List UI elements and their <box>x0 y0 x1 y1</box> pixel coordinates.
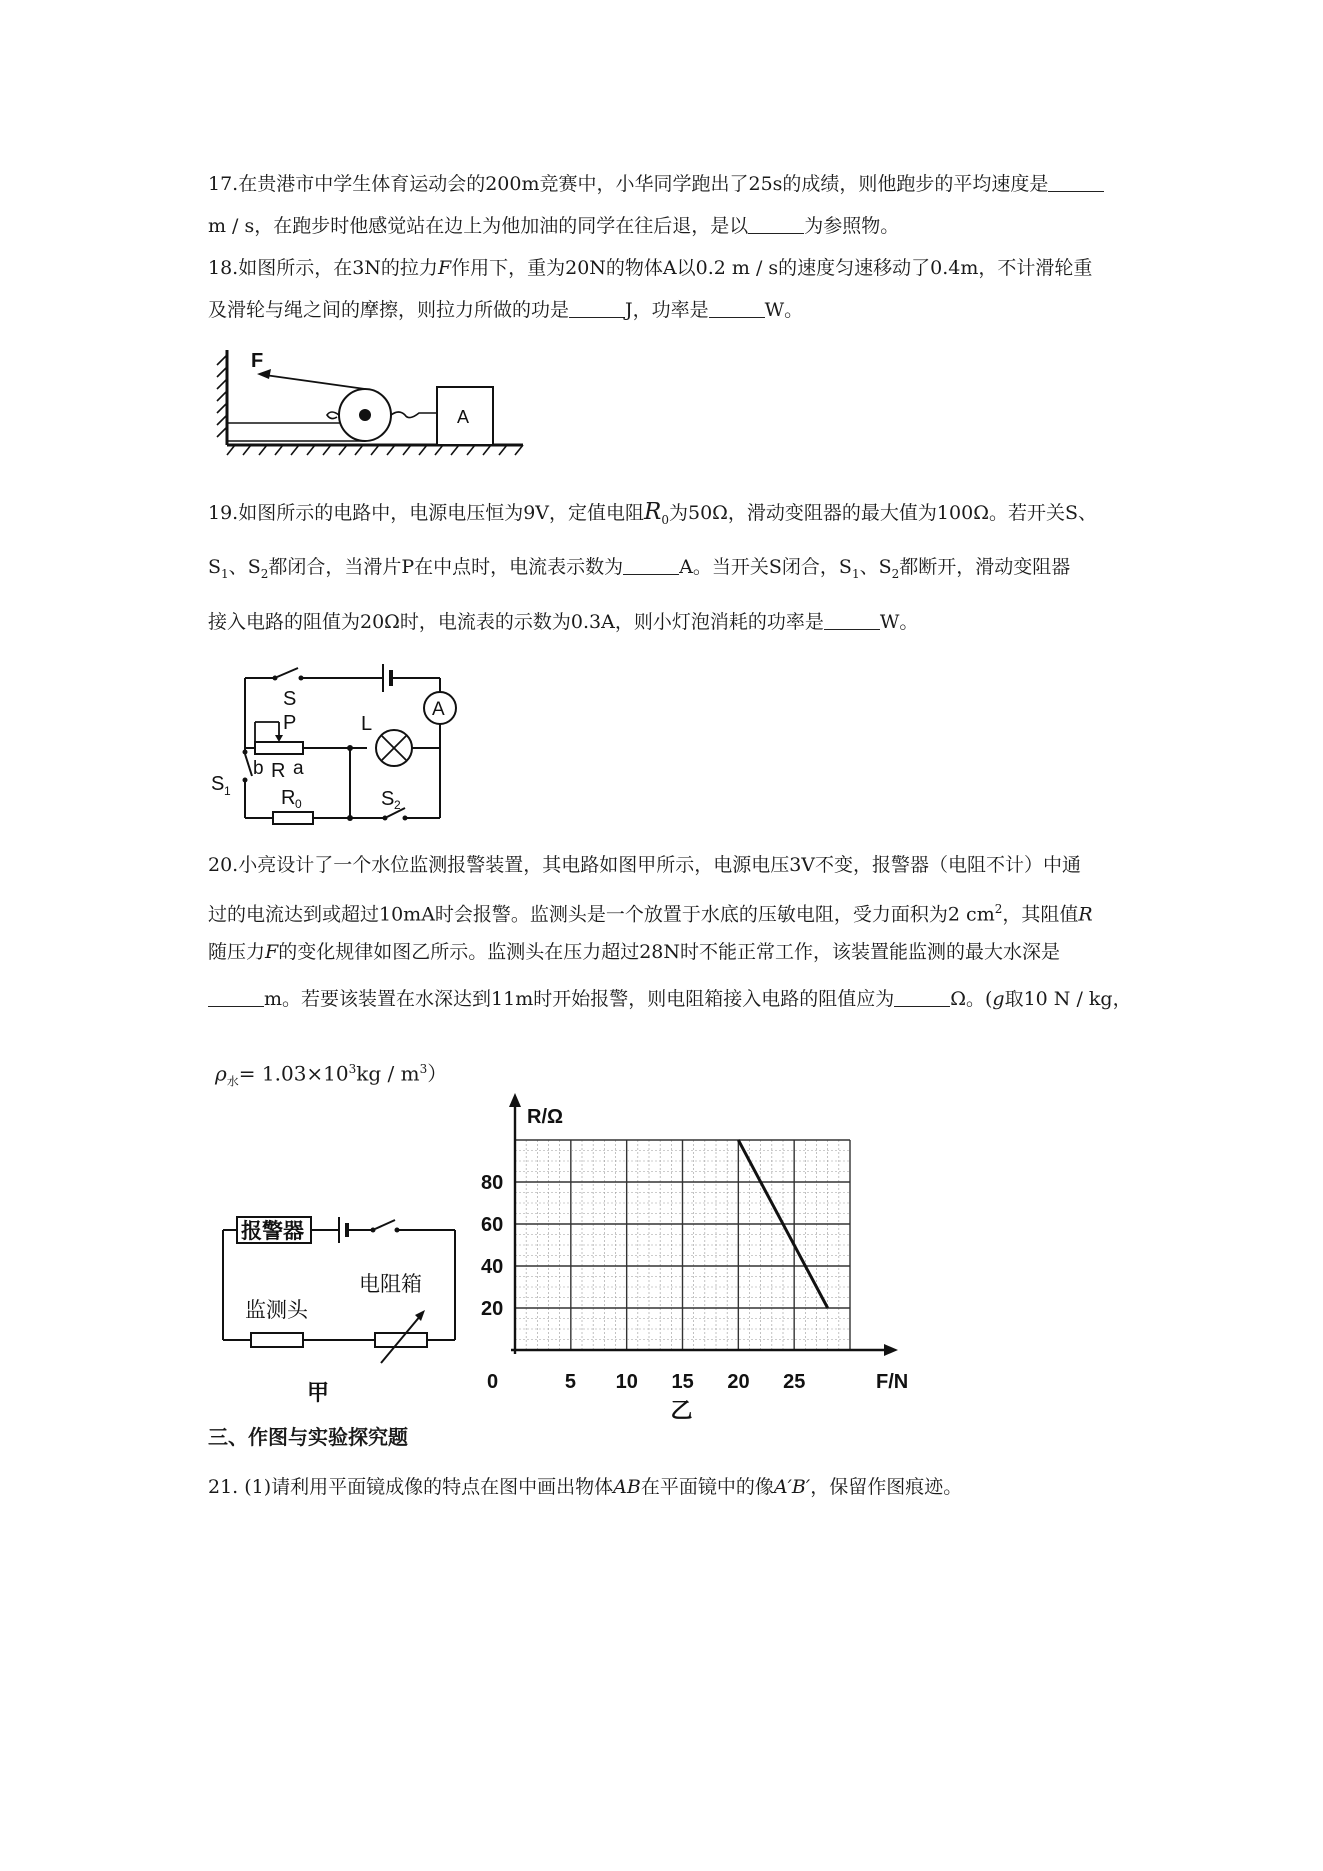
q18-line1: 18.如图所示，在3N的拉力F作用下，重为20N的物体A以0.2 m / s的速度匀速移动了0.4m，不计滑轮重 <box>208 257 1093 279</box>
x-tick-label: 5 <box>564 1371 576 1393</box>
resistor-R0 <box>273 812 313 824</box>
svg-text:报警器: 报警器 <box>241 1220 304 1243</box>
q20-line3: 随压力F的变化规律如图乙所示。监测头在压力超过28N时不能正常工作，该装置能监测的最大水深是 <box>208 941 1061 963</box>
svg-text:电阻箱: 电阻箱 <box>359 1273 422 1296</box>
q20-line5: $\rho_水= 1.03\times 10^3kg / m^3$） <box>215 1061 448 1089</box>
svg-text:A: A <box>432 699 445 720</box>
q18-line2: 及滑轮与绳之间的摩擦，则拉力所做的功是 J，功率是 W。 <box>208 299 804 321</box>
y-axis-label: R/Ω <box>527 1106 564 1128</box>
q17-line2: m / s，在跑步时他感觉站在边上为他加油的同学在往后退，是以 为参照物。 <box>208 215 900 237</box>
q20-line2: 过的电流达到或超过10mA时会报警。监测头是一个放置于水底的压敏电阻，受力面积为2 $cm^2$，其阻值R <box>208 902 1093 926</box>
svg-text:R: R <box>281 787 296 809</box>
svg-text:R: R <box>271 760 286 782</box>
q20-blank-resistance[interactable] <box>894 988 950 1007</box>
x-axis-arrow <box>884 1344 898 1356</box>
svg-text:监测头: 监测头 <box>245 1299 308 1322</box>
svg-text:a: a <box>293 758 304 779</box>
q21-line: 21. (1)请利用平面镜成像的特点在图中画出物体AB在平面镜中的像A′B′，保留作图痕迹。 <box>208 1476 963 1498</box>
q19-blank-current[interactable] <box>623 556 679 575</box>
q20-chart-yi <box>470 1085 909 1423</box>
x-tick-label: 0 <box>487 1371 499 1393</box>
q19-line1: 19.如图所示的电路中，电源电压恒为9V，定值电阻$R_0$为50Ω，滑动变阻器的最大值为100Ω。若开关S、 <box>208 499 1097 527</box>
q19-circuit-figure <box>205 650 475 835</box>
x-tick-label: 10 <box>615 1371 638 1393</box>
x-tick-label: 15 <box>671 1371 694 1393</box>
q20-line4: m。若要该装置在水深达到11m时开始报警，则电阻箱接入电路的阻值应为 Ω。(g取10 N / kg， <box>208 987 1132 1011</box>
q20-line1: 20.小亮设计了一个水位监测报警装置，其电路如图甲所示，电源电压3V不变，报警器（电阻不计）中通 <box>208 854 1082 876</box>
y-tick-label: 40 <box>481 1256 504 1278</box>
q20-circuit-jia <box>215 1205 465 1405</box>
x-tick-label: 20 <box>727 1371 750 1393</box>
svg-text:0: 0 <box>295 797 302 811</box>
x-axis-label: F/N <box>876 1371 909 1393</box>
y-axis-arrow <box>509 1093 521 1107</box>
y-tick-label: 60 <box>481 1214 504 1236</box>
q19-line3: 接入电路的阻值为20Ω时，电流表的示数为0.3A，则小灯泡消耗的功率是 W。 <box>208 611 919 633</box>
q17-blank-reference[interactable] <box>748 215 804 234</box>
force-F-label: F <box>251 350 264 372</box>
svg-text:甲: 甲 <box>307 1380 330 1405</box>
q18-blank-power[interactable] <box>709 299 765 318</box>
q18-blank-work[interactable] <box>569 299 625 318</box>
chart-caption: 乙 <box>670 1398 693 1423</box>
section3-heading: 三、作图与实验探究题 <box>208 1425 408 1449</box>
y-tick-label: 80 <box>481 1172 504 1194</box>
svg-text:L: L <box>361 713 373 735</box>
y-tick-label: 20 <box>481 1298 504 1320</box>
svg-text:b: b <box>253 758 264 779</box>
q17-line1: 17.在贵港市中学生体育运动会的200m竞赛中，小华同学跑出了25s的成绩，则他跑步的平均速度是 <box>208 172 1104 196</box>
q17-blank-speed[interactable] <box>1048 173 1104 192</box>
probe-resistor <box>251 1333 303 1347</box>
x-tick-label: 25 <box>783 1371 806 1393</box>
q19-line2: $S_1$、$S_2$都闭合，当滑片P在中点时，电流表示数为 A。当开关S闭合，$S_1$、$S_2$都断开，滑动变阻器 <box>208 556 1071 581</box>
svg-text:S: S <box>381 788 395 810</box>
rheostat-R <box>255 742 303 754</box>
block-A-label: A <box>457 407 470 427</box>
q19-blank-power[interactable] <box>824 611 880 630</box>
svg-text:S: S <box>211 773 225 795</box>
q20-blank-depth[interactable] <box>208 988 264 1007</box>
q18-pulley-figure <box>215 345 525 465</box>
svg-text:P: P <box>283 712 297 734</box>
svg-text:2: 2 <box>394 798 401 812</box>
svg-text:S: S <box>283 688 297 710</box>
svg-text:1: 1 <box>224 784 231 798</box>
